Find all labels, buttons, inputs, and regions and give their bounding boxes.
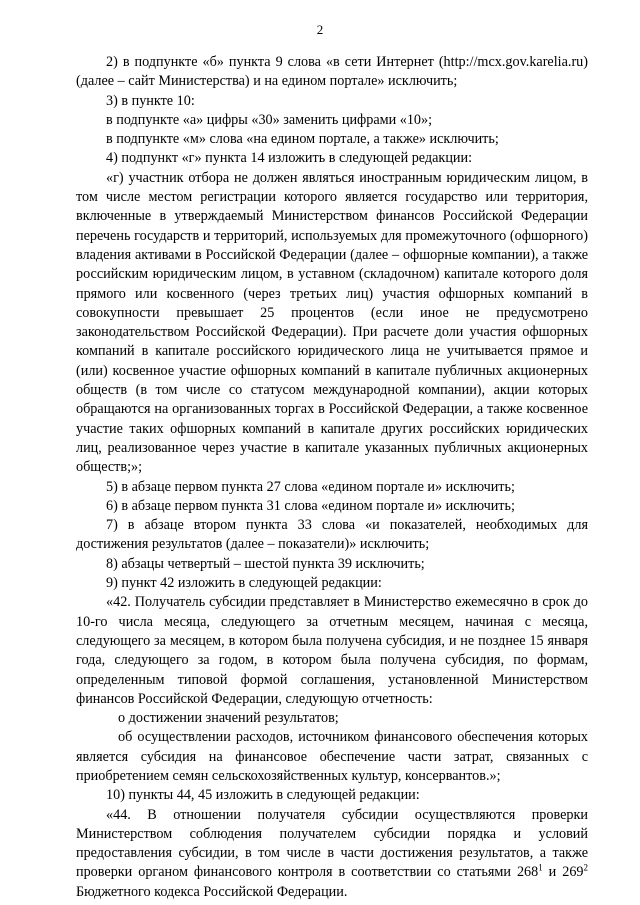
paragraph-quote-g: «г) участник отбора не должен являться иностранным юридическим лицом, в том числе местом регистрации которого является государство или территория, включенные в утверждаемый Министерством финансов Российской Федерации перечень государств и территорий, используемых для промежуточного (офшорного) владения активами в Российской Федерации (далее – офшорные компании), а также российским юридическим лицом, в уставном (складочном) капитале которого доля прямого или косвенного (через третьих лиц) участия офшорных компаний в совокупности превышает 25 процентов (если иное не предусмотрено законодательством Российской Федерации). При расчете доли участия офшорных компаний в капитале российского юридического лица не учитывается прямое и (или) косвенное участие офшорных компаний в капитале публичных акционерных обществ (в том числе со статусом международной компании), акции которых обращаются на организованных торгах в Российской Федерации, а также косвенное участие таких офшорных компаний в капитале других российских юридических лиц, реализованное через участие в капитале указанных публичных акционерных обществ;»; bbox=[76, 169, 588, 476]
page-number: 2 bbox=[316, 22, 324, 37]
paragraph-item-9: 9) пункт 42 изложить в следующей редакции: bbox=[106, 575, 382, 592]
superscript-2: 2 bbox=[583, 862, 589, 873]
paragraph-quote-42: «42. Получатель субсидии представляет в Министерство ежемесячно в срок до 10-го числа месяца, следующего за отчетным месяцем, начиная с месяца, следующего за месяцем, в котором была получена субсидия, и не позднее 15 января года, следующего за годом, в котором была получена субсидия, по формам, определенным типовой формой соглашения, установленной Министерством финансов Российской Федерации, следующую отчетность: bbox=[76, 594, 588, 707]
paragraph-item-6: 6) в абзаце первом пункта 31 слова «едином портале и» исключить; bbox=[106, 497, 515, 514]
paragraph-report-expenses: об осуществлении расходов, источником финансового обеспечения которых является субсидия на финансовое обеспечение части затрат, связанных с приобретением семян сельскохозяйственных культур, консервантов.»; bbox=[76, 729, 588, 784]
paragraph-item-5: 5) в абзаце первом пункта 27 слова «едином портале и» исключить; bbox=[106, 478, 515, 495]
paragraph-report-results: о достижении значений результатов; bbox=[118, 710, 339, 727]
paragraph-sub-a: в подпункте «а» цифры «30» заменить цифрами «10»; bbox=[106, 111, 433, 128]
paragraph-sub-m: в подпункте «м» слова «на едином портале, а также» исключить; bbox=[106, 131, 499, 148]
quote-44-mid: и 269 bbox=[542, 864, 584, 881]
paragraph-quote-44 bbox=[76, 806, 588, 902]
superscript-1: 1 bbox=[538, 862, 543, 873]
paragraph-item-10: 10) пункты 44, 45 изложить в следующей редакции: bbox=[106, 787, 420, 804]
paragraph-item-7: 7) в абзаце втором пункта 33 слова «и показателей, необходимых для достижения результатов (далее – показатели)» исключить; bbox=[76, 517, 588, 553]
paragraph-item-8: 8) абзацы четвертый – шестой пункта 39 исключить; bbox=[106, 555, 425, 572]
quote-44-text: «44. В отношении получателя субсидии осуществляются проверки Министерством соблюдения получателем субсидии порядка и условий предоставления субсидии, в том числе в части достижения результатов, а также проверки органом финансового контроля в соответствии со статьями 268 bbox=[76, 806, 588, 881]
paragraph-item-4: 4) подпункт «г» пункта 14 изложить в следующей редакции: bbox=[106, 150, 473, 167]
document-body bbox=[76, 53, 588, 902]
quote-44-tail: Бюджетного кодекса Российской Федерации. bbox=[76, 883, 348, 900]
paragraph-item-3: 3) в пункте 10: bbox=[106, 92, 195, 109]
paragraph-item-2: 2) в подпункте «б» пункта 9 слова «в сети Интернет (http://mcx.gov.karelia.ru) (далее – сайт Министерства) и на едином портале» исключить; bbox=[76, 54, 588, 90]
